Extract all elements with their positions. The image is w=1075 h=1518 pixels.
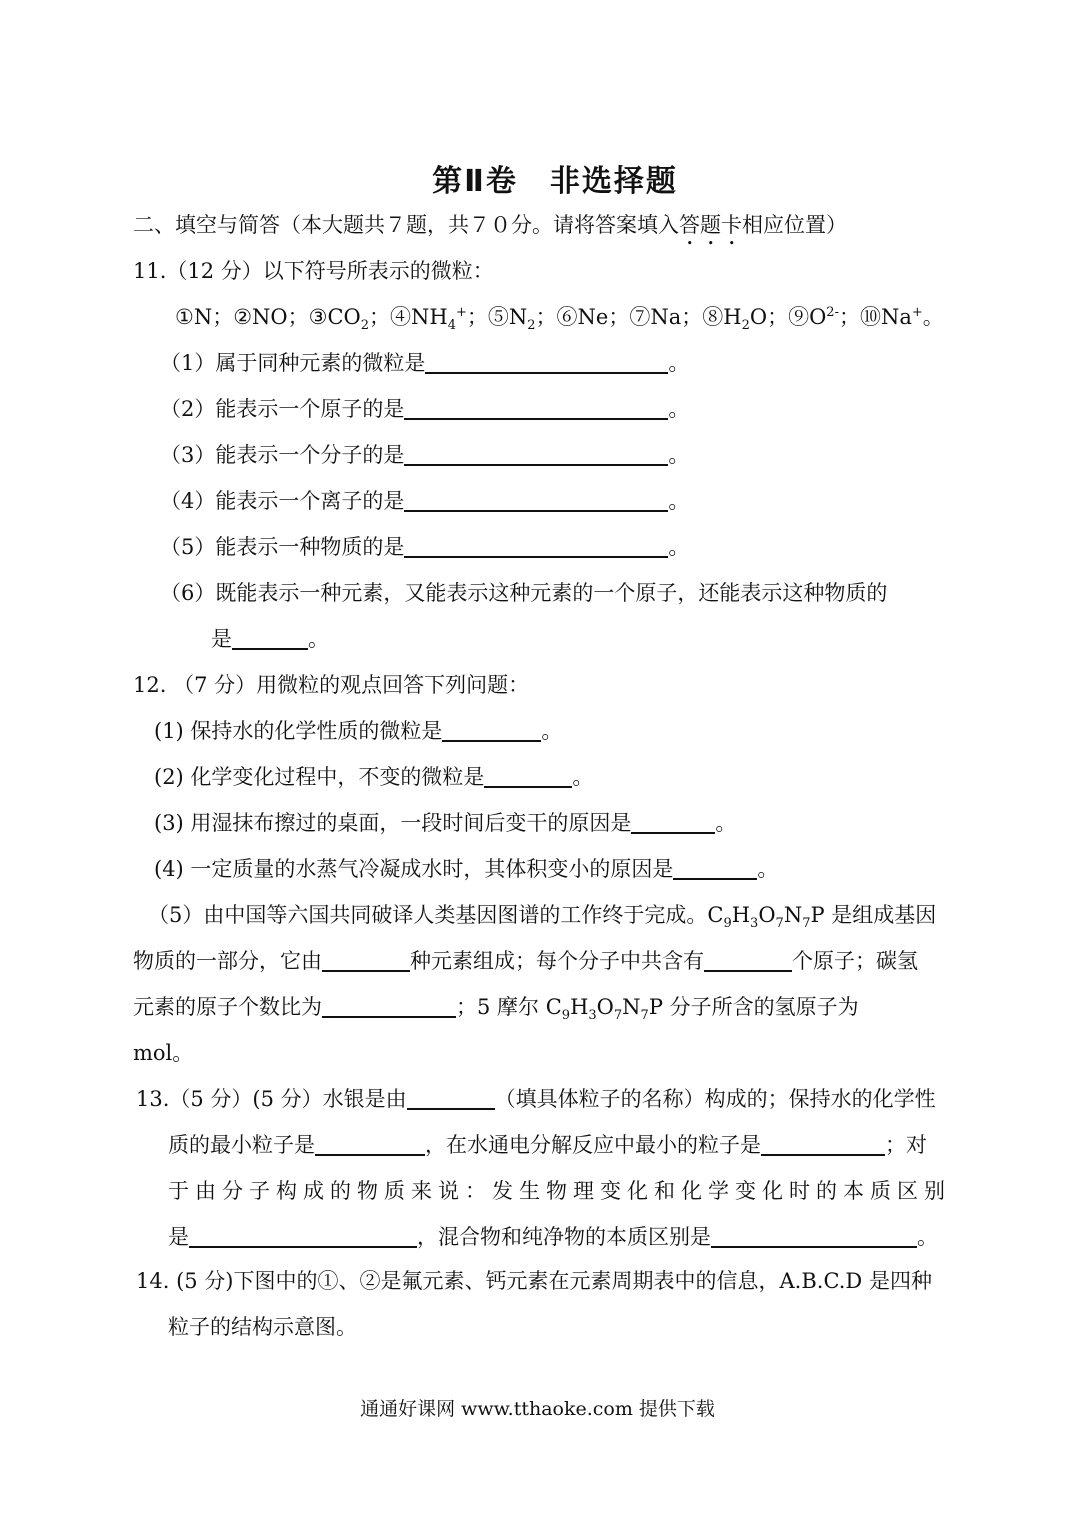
item-text: ，混合物和纯净物的本质区别是 — [417, 1225, 711, 1249]
page-title: 第Ⅱ卷 非选择题 — [432, 164, 678, 199]
item-text: 质的最小粒子是 — [168, 1133, 315, 1157]
item-text: （3）能表示一个分子的是 — [160, 443, 405, 467]
q11-heading: 11.（12 分）以下符号所表示的微粒： — [133, 259, 494, 283]
q11-item-1 — [160, 348, 689, 378]
item-end: 。 — [668, 489, 690, 513]
subscript: 3 — [588, 1008, 597, 1024]
item-text: （2）能表示一个原子的是 — [160, 397, 405, 421]
item-text: （填具体粒子的名称）构成的；保持水的化学性 — [494, 1087, 936, 1111]
formula-text: H — [570, 995, 589, 1019]
item-text: （1）属于同种元素的微粒是 — [160, 351, 426, 375]
item-text: ；对 — [885, 1133, 927, 1157]
answer-blank[interactable] — [404, 396, 668, 420]
item-text: （4）能表示一个离子的是 — [160, 489, 405, 513]
answer-blank[interactable] — [322, 948, 410, 972]
answer-blank[interactable] — [711, 1224, 917, 1248]
item-text: 种元素组成；每个分子中共含有 — [410, 949, 704, 973]
answer-blank[interactable] — [631, 810, 715, 834]
q13-line3: 于由分子构成的物质来说：发生物理变化和化学变化时的本质区别 — [168, 1179, 951, 1203]
answer-blank[interactable] — [484, 764, 572, 788]
q12-heading: 12. （7 分）用微粒的观点回答下列问题： — [133, 673, 530, 697]
item-text: (4) 一定质量的水蒸气冷凝成水时，其体积变小的原因是 — [154, 857, 674, 881]
q12-item-3 — [154, 808, 736, 838]
superscript: 2- — [826, 305, 839, 320]
item-text: 。 — [917, 1225, 938, 1249]
item-text: (1) 保持水的化学性质的微粒是 — [154, 719, 443, 743]
subscript: 3 — [750, 916, 759, 932]
q11-item-6: （6）既能表示一种元素，又能表示这种元素的一个原子，还能表示这种物质的 — [160, 581, 888, 605]
answer-blank[interactable] — [404, 534, 668, 558]
item-text: 个原子；碳氢 — [792, 949, 918, 973]
section-heading-text: 二、填空与简答（本大题共７题，共７０分。请将答案填入 — [133, 213, 679, 237]
answer-blank[interactable] — [404, 442, 668, 466]
subscript: 2 — [527, 318, 536, 334]
q12-item-4 — [154, 854, 778, 884]
item-text: P 分子所含的氢原子为 — [648, 995, 859, 1019]
subscript: 7 — [613, 1008, 623, 1024]
item-text: P 是组成基因 — [810, 903, 937, 927]
item-text: 是 — [211, 627, 232, 651]
section-heading-emphasis: 答题卡 — [679, 213, 742, 237]
page-footer: 通通好课网 www.tthaoke.com 提供下载 — [360, 1398, 715, 1420]
item-end: 。 — [308, 627, 329, 651]
formula-text: O — [596, 995, 614, 1019]
answer-blank[interactable] — [761, 1132, 885, 1156]
subscript: 2 — [360, 318, 370, 334]
formula-text: N — [783, 903, 803, 927]
symbol-text: ；⑥Ne；⑦Na；⑧H — [535, 305, 742, 329]
answer-blank[interactable] — [673, 856, 757, 880]
item-text: ，在水通电分解反应中最小的粒子是 — [425, 1133, 761, 1157]
formula-text: H — [731, 903, 751, 927]
q11-item-5 — [160, 532, 689, 562]
subscript: 2 — [741, 318, 750, 334]
symbol-text: ；⑩Na — [838, 305, 912, 329]
item-end: 。 — [541, 719, 563, 743]
subscript: 4 — [447, 318, 456, 334]
answer-blank[interactable] — [704, 948, 792, 972]
item-end: 。 — [668, 397, 690, 421]
superscript: + — [456, 305, 467, 320]
answer-blank[interactable] — [189, 1224, 417, 1248]
subscript: 9 — [561, 1008, 571, 1024]
q12-item-1 — [154, 716, 562, 746]
symbol-text: O；⑨O — [749, 305, 827, 329]
item-end: 。 — [572, 765, 594, 789]
answer-blank[interactable] — [232, 626, 308, 650]
q12-item-5-line4: mol。 — [133, 1041, 194, 1065]
answer-blank[interactable] — [442, 718, 541, 742]
subscript: 7 — [802, 916, 811, 932]
symbol-text: ①N；②NO；③CO — [175, 305, 361, 329]
item-text: (3) 用湿抹布擦过的桌面，一段时间后变干的原因是 — [154, 811, 632, 835]
item-text: （5）能表示一种物质的是 — [160, 535, 405, 559]
subscript: 7 — [640, 1008, 649, 1024]
item-text: （5）由中国等六国共同破译人类基因图谱的工作终于完成。C — [148, 903, 724, 927]
symbol-text: ；⑤N — [466, 305, 528, 329]
q11-item-2 — [160, 394, 689, 424]
symbol-text: 。 — [922, 305, 944, 329]
item-end: 。 — [715, 811, 737, 835]
q13-line4 — [168, 1222, 938, 1252]
formula-text: N — [622, 995, 641, 1019]
symbol-text: ；④NH — [369, 305, 448, 329]
answer-blank[interactable] — [425, 350, 668, 374]
q11-item-6-cont — [211, 624, 329, 654]
item-text: 物质的一部分，它由 — [133, 949, 322, 973]
subscript: 7 — [775, 916, 784, 932]
item-text: 13.（5 分）(5 分）水银是由 — [136, 1087, 407, 1111]
answer-blank[interactable] — [315, 1132, 425, 1156]
q14-line1: 14. (5 分)下图中的①、②是氟元素、钙元素在元素周期表中的信息，A.B.C.D 是四种 — [136, 1269, 932, 1293]
answer-blank[interactable] — [404, 488, 668, 512]
superscript: + — [911, 305, 923, 320]
item-text: (2) 化学变化过程中，不变的微粒是 — [154, 765, 485, 789]
answer-blank[interactable] — [322, 994, 456, 1018]
q12-item-5-line3 — [133, 992, 859, 1022]
q11-item-3 — [160, 440, 689, 470]
q13-line2 — [168, 1130, 927, 1160]
item-end: 。 — [757, 857, 779, 881]
q11-symbols — [175, 302, 944, 332]
q13-line1 — [136, 1084, 936, 1114]
answer-blank[interactable] — [407, 1086, 495, 1110]
item-end: 。 — [668, 351, 690, 375]
q12-item-5-line2 — [133, 946, 918, 976]
section-heading-suffix: 相应位置） — [742, 213, 847, 237]
item-text: 是 — [168, 1225, 189, 1249]
section-heading — [133, 210, 847, 250]
q14-line2: 粒子的结构示意图。 — [168, 1315, 357, 1339]
q12-item-2 — [154, 762, 593, 792]
q11-item-4 — [160, 486, 689, 516]
item-end: 。 — [668, 535, 690, 559]
formula-text: O — [758, 903, 776, 927]
item-text: ；5 摩尔 C — [456, 995, 562, 1019]
item-text: 元素的原子个数比为 — [133, 995, 322, 1019]
q12-item-5-line1 — [148, 900, 936, 930]
subscript: 9 — [723, 916, 732, 932]
item-end: 。 — [668, 443, 690, 467]
